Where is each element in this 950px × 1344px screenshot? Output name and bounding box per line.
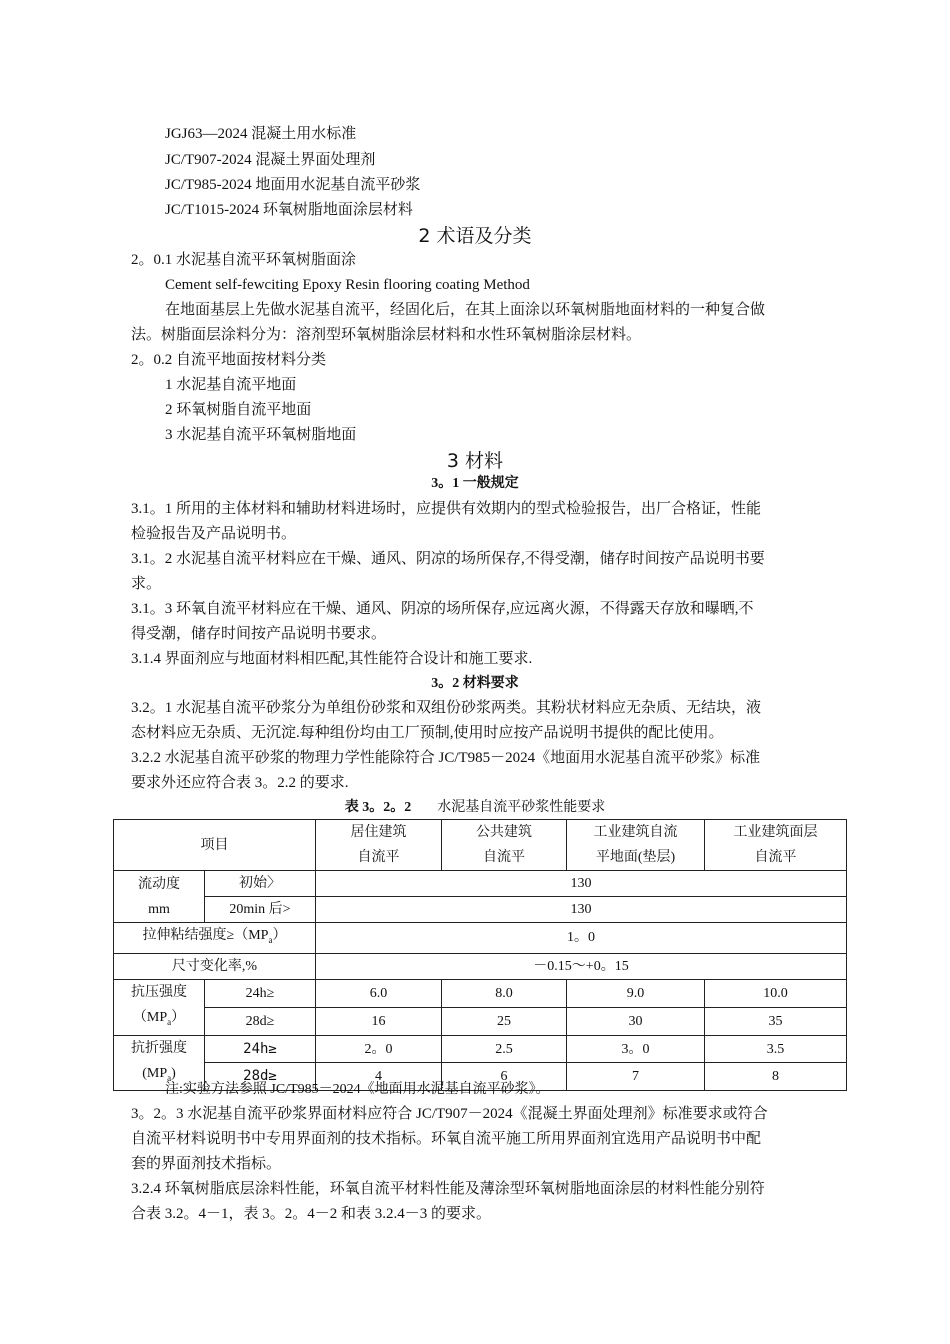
flow-initial-label: 初始〉 [205, 871, 316, 897]
paragraph-line: 检验报告及产品说明书。 [131, 526, 297, 542]
table-note: 注:实验方法参照 JC/T985－2024《地面用水泥基自流平砂浆》。 [165, 1082, 550, 1097]
clause-2-0-2: 2。0.2 自流平地面按材料分类 [131, 352, 327, 368]
table-cell: 6.0 [316, 979, 442, 1007]
label-text: 拉伸粘结强度≥（MP [142, 928, 269, 943]
table-caption [0, 799, 950, 817]
reference-line: JC/T907-2024 混凝土界面处理剂 [165, 152, 376, 168]
table-row [114, 1007, 847, 1035]
header-industrial-base [567, 820, 705, 871]
paragraph-line: 得受潮，储存时间按产品说明书要求。 [131, 626, 387, 642]
header-residential [316, 820, 442, 871]
clause-2-0-1-english: Cement self-fewciting Epoxy Resin flooring coating Method [165, 277, 530, 293]
table-row [114, 897, 847, 923]
table-cell: 3。0 [567, 1035, 705, 1063]
table-row [114, 1035, 847, 1063]
paragraph-line: 3.2.2 水泥基自流平砂浆的物理力学性能除符合 JC/T985－2024《地面用水泥基自流平砂浆》标准 [131, 750, 761, 766]
subsection-3-1-title: 3。1 一般规定 [431, 476, 519, 491]
table-row [114, 979, 847, 1007]
label-text: ） [272, 928, 287, 943]
header-text: 工业建筑自流 [593, 825, 678, 840]
header-text: 自流平 [357, 850, 400, 865]
flexural-24h-label: 24h≥ [205, 1035, 316, 1063]
compressive-28d-label: 28d≥ [205, 1007, 316, 1035]
table-title: 水泥基自流平砂浆性能要求 [437, 800, 606, 815]
table-header-row [114, 820, 847, 871]
paragraph-line: 3。2。3 水泥基自流平砂浆界面材料应符合 JC/T907－2024《混凝土界面处理剂》标准要求或符合 [131, 1106, 768, 1122]
paragraph-line: 3.1。1 所用的主体材料和辅助材料进场时，应提供有效期内的型式检验报告，出厂合格证，性能 [131, 501, 762, 517]
header-industrial-surface [705, 820, 847, 871]
table-cell: 7 [567, 1063, 705, 1091]
paragraph-line: 3.1。3 环氧自流平材料应在干燥、通风、阴凉的场所保存,应远离火源，不得露天存放和曝晒,不 [131, 601, 754, 617]
compressive-24h-label: 24h≥ [205, 979, 316, 1007]
paragraph-line: 要求外还应符合表 3。2.2 的要求. [131, 775, 349, 791]
table-cell: 35 [705, 1007, 847, 1035]
list-item: 2 环氧树脂自流平地面 [165, 402, 312, 418]
table-cell: 10.0 [705, 979, 847, 1007]
header-text: 自流平 [483, 850, 525, 865]
paragraph-line: 合表 3.2。4－1，表 3。2。4－2 和表 3.2.4－3 的要求。 [131, 1206, 492, 1222]
paragraph-line: 3.1.4 界面剂应与地面材料相匹配,其性能符合设计和施工要求. [131, 651, 533, 667]
paragraph-line: 3.2.4 环氧树脂底层涂料性能，环氧自流平材料性能及薄涂型环氧树脂地面涂层的材料性能分别符 [131, 1181, 765, 1197]
table-cell: 8 [705, 1063, 847, 1091]
paragraph-line: 套的界面剂技术指标。 [131, 1156, 282, 1172]
header-text: 公共建筑 [476, 825, 532, 840]
table-number: 表 3。2。2 [344, 800, 412, 815]
compressive-label [114, 979, 205, 1035]
label-text: ） [171, 1009, 186, 1025]
subsection-3-2-title: 3。2 材料要求 [431, 676, 519, 691]
table-cell: 25 [442, 1007, 567, 1035]
section-2-title: 2 术语及分类 [418, 225, 532, 247]
paragraph-line: 自流平材料说明书中专用界面剂的技术指标。环氧自流平施工所用界面剂宜选用产品说明书中配 [131, 1131, 762, 1147]
dimension-change-label: 尺寸变化率,% [114, 953, 316, 979]
flow-initial-value: 130 [316, 871, 847, 897]
header-public [442, 820, 567, 871]
header-text: 居住建筑 [350, 825, 407, 840]
label-text: （MP [132, 1009, 168, 1025]
flexural-28d-label: 28d≥ [205, 1063, 316, 1091]
paragraph-line: 3.1。2 水泥基自流平材料应在干燥、通风、阴凉的场所保存,不得受潮，储存时间按产品说明书要 [131, 551, 765, 567]
flow-20min-label: 20min 后> [205, 897, 316, 923]
table-cell: 9.0 [567, 979, 705, 1007]
table-cell: 30 [567, 1007, 705, 1035]
header-text: 自流平 [754, 850, 797, 865]
label-subscript: a [268, 934, 273, 945]
table-cell: 2.5 [442, 1035, 567, 1063]
row-label-text: 抗压强度 [131, 984, 187, 1000]
row-label-text [114, 1005, 204, 1035]
table-cell: 8.0 [442, 979, 567, 1007]
label-text: (MP [142, 1065, 168, 1081]
row-label-text: 流动度 [138, 876, 180, 892]
performance-table [113, 819, 847, 1091]
table-row [114, 923, 847, 954]
tensile-label [114, 923, 316, 954]
row-label-text: mm [148, 901, 170, 917]
header-text: 平地面(垫层) [595, 850, 676, 865]
reference-line: JC/T1015-2024 环氧树脂地面涂层材料 [165, 202, 413, 218]
table-cell: 6 [442, 1063, 567, 1091]
table-cell: 4 [316, 1063, 442, 1091]
dimension-change-value: －0.15～+0。15 [316, 953, 847, 979]
list-item: 1 水泥基自流平地面 [165, 377, 297, 393]
label-text: ) [171, 1065, 176, 1081]
paragraph-line [165, 301, 847, 320]
reference-line: JGJ63—2024 混凝土用水标准 [165, 126, 357, 142]
row-label-text: 抗折强度 [131, 1040, 187, 1056]
table-row [114, 953, 847, 979]
reference-line: JC/T985-2024 地面用水泥基自流平砂浆 [165, 177, 421, 193]
header-text: 工业建筑面层 [733, 825, 818, 840]
list-item: 3 水泥基自流平环氧树脂地面 [165, 427, 357, 443]
flow-label [114, 871, 205, 923]
clause-2-0-1: 2。0.1 水泥基自流平环氧树脂面涂 [131, 252, 357, 268]
label-subscript: a [167, 1072, 172, 1083]
paragraph-text: 在地面基层上先做水泥基自流平，经固化后，在其上面涂以环氧树脂地面材料的一种复合做 [165, 302, 766, 318]
header-item: 项目 [114, 820, 316, 871]
flow-20min-value: 130 [316, 897, 847, 923]
paragraph-line: 法。树脂面层涂料分为：溶剂型环氧树脂涂层材料和水性环氧树脂涂层材料。 [131, 327, 642, 343]
table-row [114, 871, 847, 897]
paragraph-line: 态材料应无杂质、无沉淀.每种组份均由工厂预制,使用时应按产品说明书提供的配比使用。 [131, 725, 724, 741]
table-cell: 3.5 [705, 1035, 847, 1063]
tensile-value: 1。0 [316, 923, 847, 954]
paragraph-line: 3.2。1 水泥基自流平砂浆分为单组份砂浆和双组份砂浆两类。其粉状材料应无杂质、无结块，液 [131, 700, 762, 716]
table-cell: 2。0 [316, 1035, 442, 1063]
label-subscript: a [167, 1016, 172, 1027]
paragraph-line: 求。 [131, 576, 162, 592]
table-cell: 16 [316, 1007, 442, 1035]
section-3-title: 3 材料 [446, 450, 504, 472]
